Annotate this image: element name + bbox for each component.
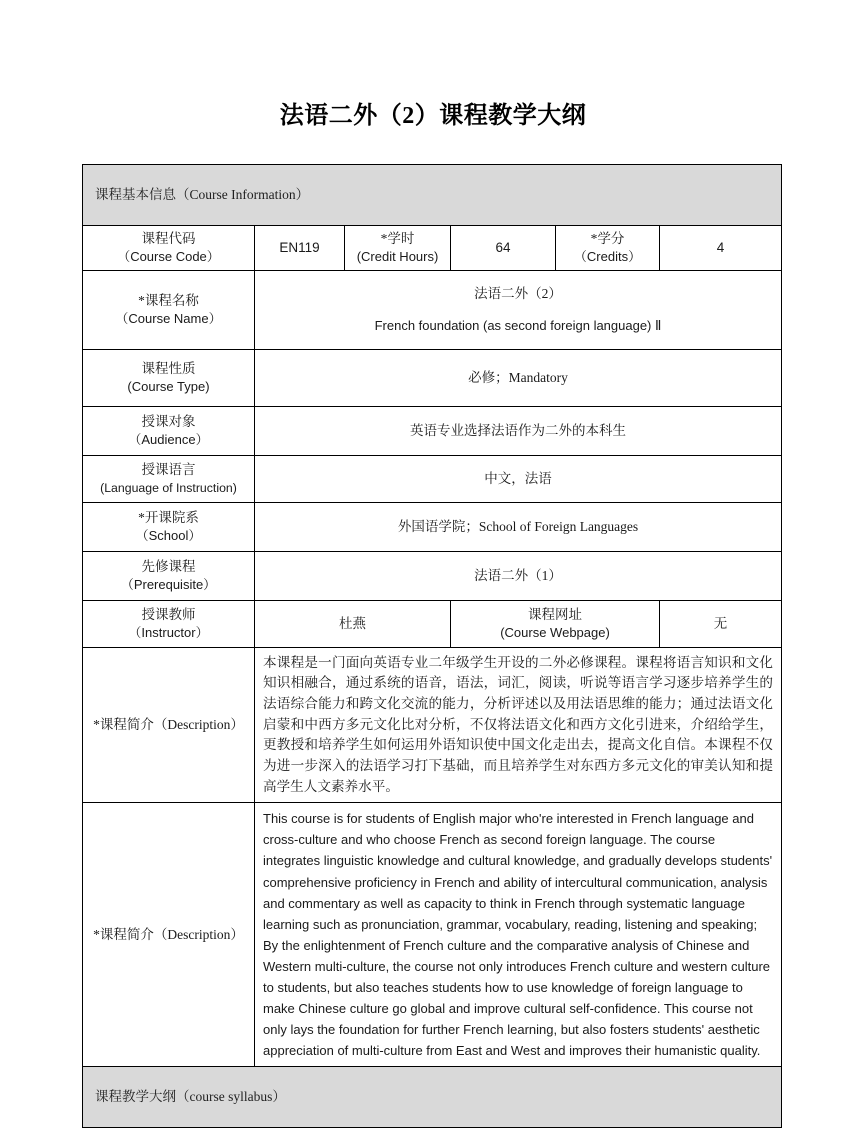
value-credits: 4 (660, 226, 782, 271)
label-audience (83, 406, 255, 455)
label-credits (556, 226, 660, 271)
value-language-of-instruction: 中文，法语 (255, 455, 782, 502)
value-credit-hours: 64 (451, 226, 556, 271)
value-description-cn (255, 647, 782, 803)
table-row-audience (83, 406, 782, 455)
label-course-name-en: （Course Name） (115, 311, 222, 327)
description-cn-paragraph: 本课程是一门面向英语专业二年级学生开设的二外必修课程。课程将语言知识和文化知识相融合，通过系统的语音，语法，词汇，阅读，听说等语言学习逐步培养学生的法语综合能力和跨文化交流的能力，分析评述以及用法语思维的能力；通过法语文化启蒙和中西方多元文化比对分析，不仅将法语文化和西方文化引进来，介绍给学生，更教授和培养学生如何运用外语知识使中国文化走出去，提高文化自信。本课程不仅为进一步深入的法语学习打下基础，而且培养学生对东西方多元文化的审美认知和提高学生人文素养水平。 (263, 654, 774, 794)
label-school-en: （School） (135, 528, 202, 544)
label-language-of-instruction-cn: 授课语言 (141, 462, 196, 478)
table-row-section-course-syllabus (83, 1066, 782, 1127)
table-row-description-en (83, 803, 782, 1067)
label-credit-hours (345, 226, 451, 271)
label-course-webpage-cn: 课程网址 (528, 606, 582, 622)
label-prerequisite (83, 551, 255, 600)
label-language-of-instruction (83, 455, 255, 502)
value-description-en (255, 803, 782, 1067)
label-prerequisite-en: （Prerequisite） (120, 577, 217, 593)
label-credits-en: （Credits） (573, 249, 642, 265)
value-audience: 英语专业选择法语作为二外的本科生 (255, 406, 782, 455)
table-row-prerequisite (83, 551, 782, 600)
section-header-course-information: 课程基本信息（Course Information） (83, 165, 782, 226)
label-prerequisite-cn: 先修课程 (141, 558, 196, 574)
label-course-type-en: (Course Type) (127, 379, 210, 395)
label-course-code (83, 226, 255, 271)
table-row-course-code (83, 226, 782, 271)
table-row-description-cn (83, 647, 782, 803)
label-course-webpage (451, 600, 660, 647)
label-credits-cn: *学分 (590, 231, 625, 246)
value-course-name-en: French foundation (as second foreign language) Ⅱ (374, 318, 662, 334)
label-instructor-cn: 授课教师 (141, 606, 196, 622)
value-course-webpage: 无 (660, 600, 782, 647)
table-row-instructor (83, 600, 782, 647)
label-instructor (83, 600, 255, 647)
value-school: 外国语学院；School of Foreign Languages (255, 502, 782, 551)
label-credit-hours-en: (Credit Hours) (356, 249, 439, 265)
value-instructor: 杜燕 (255, 600, 451, 647)
label-description-en: *课程简介（Description） (83, 803, 255, 1067)
label-course-code-cn: 课程代码 (141, 231, 196, 246)
table-row-course-type (83, 349, 782, 406)
table-row-course-name (83, 270, 782, 349)
page-title: 法语二外（2）课程教学大纲 (279, 103, 587, 129)
label-course-type-cn: 课程性质 (141, 360, 196, 376)
label-course-name-cn: *课程名称 (138, 292, 199, 308)
value-prerequisite: 法语二外（1） (255, 551, 782, 600)
course-information-table (82, 164, 782, 1128)
label-audience-cn: 授课对象 (141, 413, 196, 429)
label-course-name (83, 270, 255, 349)
label-school-cn: *开课院系 (138, 509, 199, 525)
section-header-course-syllabus: 课程教学大纲（course syllabus） (83, 1066, 782, 1127)
table-row-language-of-instruction (83, 455, 782, 502)
value-course-name-cn: 法语二外（2） (474, 285, 562, 301)
table-row-school (83, 502, 782, 551)
label-audience-en: （Audience） (128, 432, 209, 448)
value-course-type: 必修；Mandatory (255, 349, 782, 406)
label-description-cn: *课程简介（Description） (83, 647, 255, 803)
value-course-code: EN119 (255, 226, 345, 271)
label-credit-hours-cn: *学时 (380, 231, 415, 246)
label-language-of-instruction-en: (Language of Instruction) (100, 480, 237, 495)
label-school (83, 502, 255, 551)
value-course-name (255, 270, 782, 349)
label-course-type (83, 349, 255, 406)
label-course-webpage-en: (Course Webpage) (500, 625, 610, 641)
label-course-code-en: （Course Code） (117, 249, 220, 265)
description-en-paragraph: This course is for students of English major who're interested in French language and cross-culture and who choose French as second foreign language. The course integrates linguistic knowledge and cultural knowledge, and gradually develops students' comprehensive proficiency in French and ability of intercultural communication, analysis and commentary as well as capacity to think in French through systematic language learning such as pronunciation, grammar, vocabulary, reading, listening and speaking; By the enlightenment of French culture and the comparative analysis of Chinese and Western multi-culture, the course not only introduces French culture and western culture to students, but also teaches students how to use knowledge of foreign language to make Chinese culture go global and improve cultural self-confidence. This course not only lays the foundation for further French learning, but also fosters students' aesthetic appreciation of multi-culture from East and West and improves their humanistic quality. (263, 811, 773, 1058)
table-row-section-course-information (83, 165, 782, 226)
label-instructor-en: （Instructor） (128, 625, 209, 641)
